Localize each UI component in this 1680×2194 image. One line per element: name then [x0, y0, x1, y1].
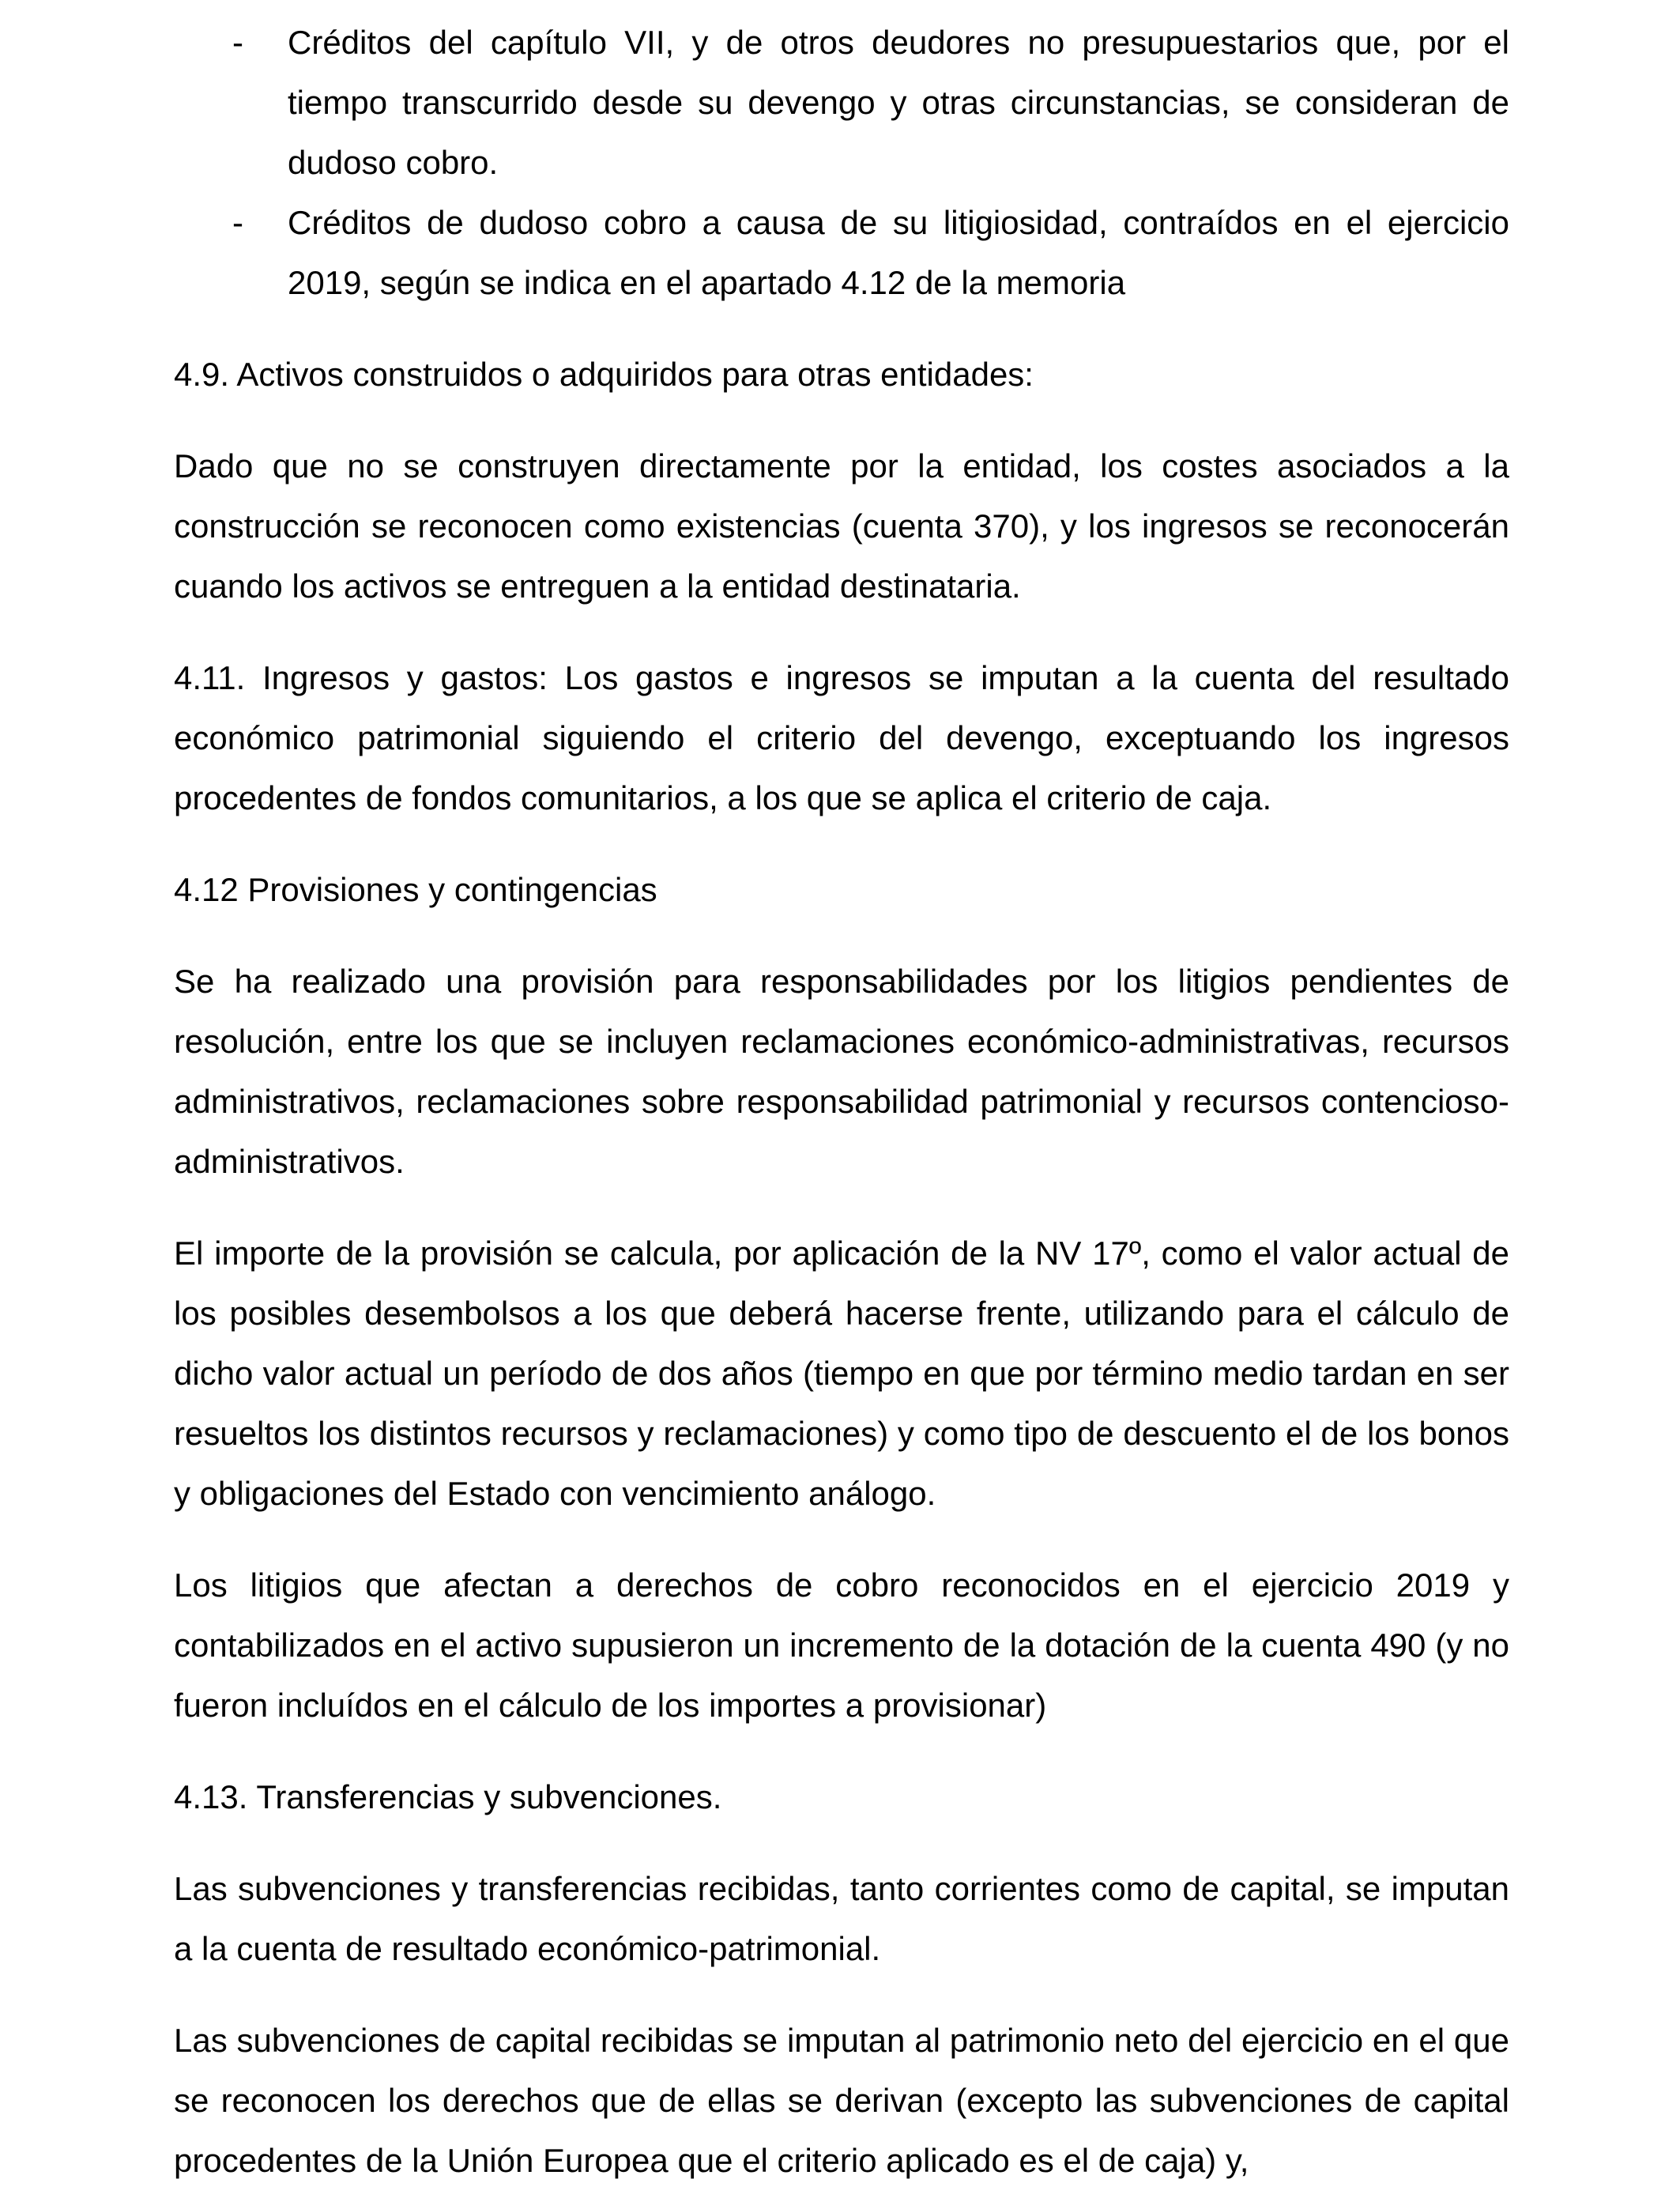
- bullet-dash: -: [232, 24, 243, 61]
- page-content: [174, 13, 1509, 2191]
- section-4-13-paragraph-2: Las subvenciones de capital recibidas se imputan al patrimonio neto del ejercicio en el que se reconocen los derechos que de ellas se derivan (excepto las subvenciones de capital procedentes de la Unión Europea que el criterio aplicado es el de caja) y,: [174, 2022, 1509, 2179]
- section-heading-4-12: 4.12 Provisiones y contingencias: [174, 871, 657, 908]
- section-heading-4-9: 4.9. Activos construidos o adquiridos para otras entidades:: [174, 356, 1034, 393]
- section-4-12-paragraph-3: Los litigios que afectan a derechos de cobro reconocidos en el ejercicio 2019 y contabilizados en el activo supusieron un incremento de la dotación de la cuenta 490 (y no fueron incluídos en el cálculo de los importes a provisionar): [174, 1566, 1509, 1724]
- section-heading-4-13: 4.13. Transferencias y subvenciones.: [174, 1778, 722, 1815]
- bullet-text: Créditos del capítulo VII, y de otros deudores no presupuestarios que, por el tiempo transcurrido desde su devengo y otras circunstancias, se consideran de dudoso cobro.: [288, 24, 1509, 181]
- section-4-12-paragraph-2: El importe de la provisión se calcula, por aplicación de la NV 17º, como el valor actual de los posibles desembolsos a los que deberá hacerse frente, utilizando para el cálculo de dicho valor actual un período de dos años (tiempo en que por término medio tardan en ser resueltos los distintos recursos y reclamaciones) y como tipo de descuento el de los bonos y obligaciones del Estado con vencimiento análogo.: [174, 1235, 1509, 1512]
- bullet-item: [174, 193, 1509, 313]
- bullet-dash: -: [232, 204, 243, 241]
- section-4-11-paragraph: 4.11. Ingresos y gastos: Los gastos e ingresos se imputan a la cuenta del resultado económico patrimonial siguiendo el criterio del devengo, exceptuando los ingresos procedentes de fondos comunitarios, a los que se aplica el criterio de caja.: [174, 659, 1509, 816]
- bullet-item: [174, 13, 1509, 193]
- section-4-9-paragraph: Dado que no se construyen directamente por la entidad, los costes asociados a la construcción se reconocen como existencias (cuenta 370), y los ingresos se reconocerán cuando los activos se entreguen a la entidad destinataria.: [174, 447, 1509, 605]
- bullet-text: Créditos de dudoso cobro a causa de su litigiosidad, contraídos en el ejercicio 2019, según se indica en el apartado 4.12 de la memoria: [288, 204, 1509, 301]
- section-4-12-paragraph-1: Se ha realizado una provisión para responsabilidades por los litigios pendientes de resolución, entre los que se incluyen reclamaciones económico-administrativas, recursos administrativos, reclamaciones sobre responsabilidad patrimonial y recursos contencioso-administrativos.: [174, 963, 1509, 1180]
- section-4-13-paragraph-1: Las subvenciones y transferencias recibidas, tanto corrientes como de capital, se imputan a la cuenta de resultado económico-patrimonial.: [174, 1870, 1509, 1967]
